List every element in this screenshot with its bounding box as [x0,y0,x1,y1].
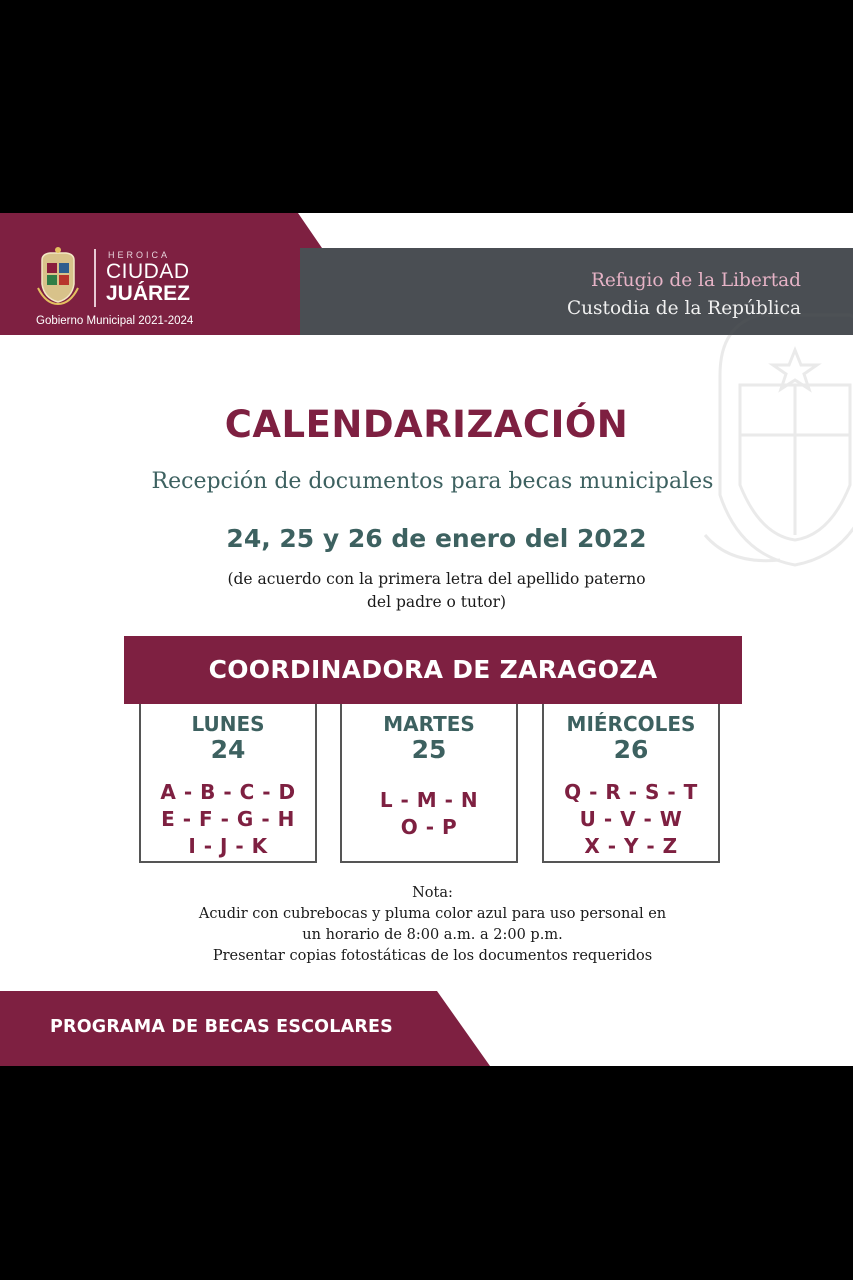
letter-group: U - V - W [579,807,683,831]
note-heading: Nota: [412,885,453,901]
city-slogan [567,267,801,323]
letter-group: Q - R - S - T [564,780,698,804]
surname-note-line-1: (de acuerdo con la primera letra del apellido paterno [227,570,646,588]
day-name: MARTES [383,712,475,736]
logo-gobierno-caption: Gobierno Municipal 2021-2024 [36,315,194,327]
announcement-card [0,213,853,1066]
slogan-line-2: Custodia de la República [566,298,801,319]
letter-group: E - F - G - H [161,807,295,831]
program-name: PROGRAMA DE BECAS ESCOLARES [50,1017,393,1037]
page-title: CALENDARIZACIÓN [224,403,629,446]
logo-juarez: JUÁREZ [106,282,191,305]
note-block [0,883,853,967]
day-column-tuesday [340,704,518,863]
note-line-3: Presentar copias fotostáticas de los documentos requeridos [212,948,653,964]
logo-ciudad: CIUDAD [106,260,190,283]
surname-note-line-2: del padre o tutor) [366,593,507,611]
page-subtitle: Recepción de documentos para becas municipales [151,469,714,494]
day-name: LUNES [191,712,265,736]
letter-group: X - Y - Z [584,834,678,858]
note-line-1: Acudir con cubrebocas y pluma color azul para uso personal en [198,906,667,922]
slogan-line-1: Refugio de la Libertad [590,270,801,291]
location-banner: COORDINADORA DE ZARAGOZA [124,636,742,704]
day-number: 26 [613,735,649,764]
day-column-monday [139,704,317,863]
letter-group: O - P [400,815,458,839]
note-line-2: un horario de 8:00 a.m. a 2:00 p.m. [302,927,563,943]
coat-of-arms-icon [36,246,80,306]
letter-group: A - B - C - D [160,780,296,804]
day-name: MIÉRCOLES [566,712,696,736]
day-number: 25 [411,735,447,764]
letter-group: I - J - K [188,834,268,858]
logo-divider [94,249,96,307]
surname-note [0,568,853,614]
day-number: 24 [210,735,246,764]
event-dates: 24, 25 y 26 de enero del 2022 [226,524,647,553]
logo-heroica: HEROICA [108,250,171,260]
letter-group: L - M - N [379,788,479,812]
day-column-wednesday [542,704,720,863]
city-logo [36,246,206,336]
